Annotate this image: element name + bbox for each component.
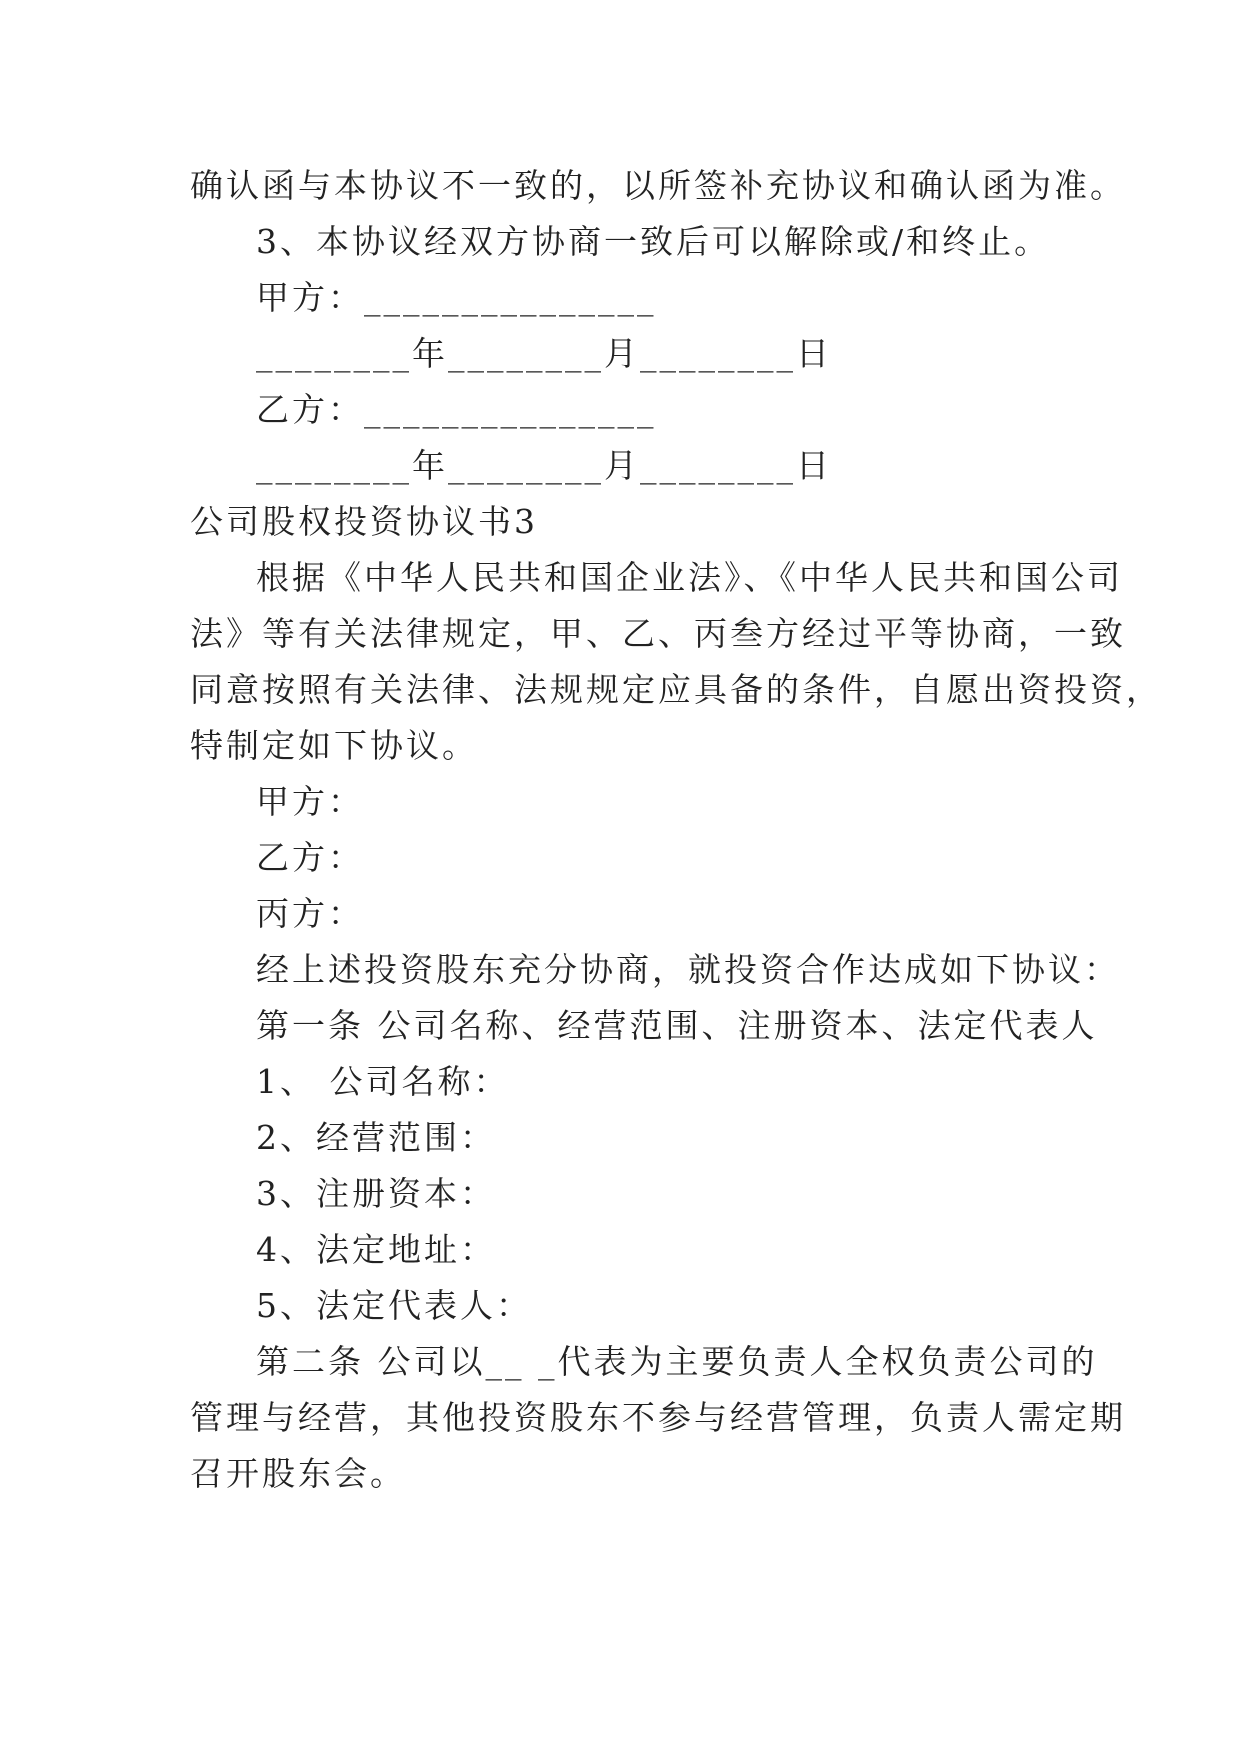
section-title: 公司股权投资协议书3 [190,502,538,541]
list-item: 2、经营范围： [256,1118,496,1157]
text-line: 同意按照有关法律、法规规定应具备的条件，自愿出资投资， [190,670,1162,709]
list-item: 3、注册资本： [256,1174,496,1213]
party-b-label: 乙方： [256,838,364,877]
article-heading: 第一条 公司名称、经营范围、注册资本、法定代表人 [256,1006,1098,1045]
party-a-label: 甲方： [256,782,364,821]
list-item: 4、法定地址： [256,1230,496,1269]
text-line: 确认函与本协议不一致的，以所签补充协议和确认函为准。 [190,166,1126,205]
text-line: 根据《中华人民共和国企业法》、《中华人民共和国公司 [256,558,1123,597]
signature-party-b: 乙方：_______________ [256,390,657,429]
signature-date-a: ________年________月________日 [256,334,832,373]
signature-date-b: ________年________月________日 [256,446,832,485]
text-line: 特制定如下协议。 [190,726,478,765]
party-c-label: 丙方： [256,894,364,933]
article-heading: 第二条 公司以__ _代表为主要负责人全权负责公司的 [256,1342,1098,1381]
signature-party-a: 甲方：_______________ [256,278,657,317]
list-item: 1、 公司名称： [256,1062,510,1101]
list-item: 5、法定代表人： [256,1286,532,1325]
text-line: 法》等有关法律规定，甲、乙、丙叁方经过平等协商，一致 [190,614,1126,653]
text-line: 管理与经营，其他投资股东不参与经营管理，负责人需定期 [190,1398,1126,1437]
text-line: 3、本协议经双方协商一致后可以解除或/和终止。 [256,222,1051,261]
text-line: 经上述投资股东充分协商，就投资合作达成如下协议： [256,950,1120,989]
text-line: 召开股东会。 [190,1454,406,1493]
